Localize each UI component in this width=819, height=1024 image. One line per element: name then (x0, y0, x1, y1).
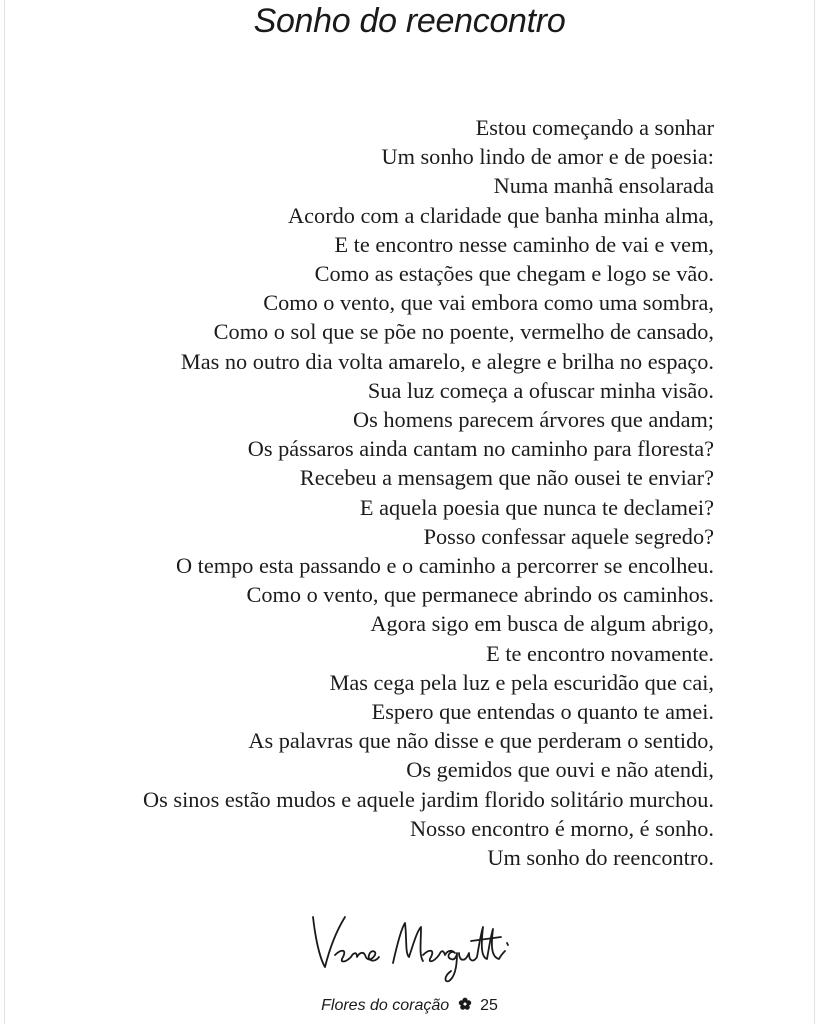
page-footer (5, 997, 814, 1015)
poem-line: Os sinos estão mudos e aquele jardim florido solitário murchou. (143, 786, 714, 812)
author-signature (305, 905, 535, 985)
poem-line: Recebeu a mensagem que não ousei te enviar? (299, 465, 714, 491)
poem-line: Os pássaros ainda cantam no caminho para floresta? (247, 436, 714, 462)
poem-line: Nosso encontro é morno, é sonho. (409, 815, 714, 841)
poem-line: Como o vento, que permanece abrindo os caminhos. (246, 582, 714, 608)
poem-line: Os homens parecem árvores que andam; (353, 407, 714, 433)
poem-line: Sua luz começa a ofuscar minha visão. (367, 377, 714, 403)
poem-line: E aquela poesia que nunca te declamei? (359, 494, 714, 520)
poem-line: As palavras que não disse e que perderam o sentido, (248, 728, 714, 754)
flower-icon (458, 997, 472, 1011)
poem-line: Os gemidos que ouvi e não atendi, (406, 757, 714, 783)
poem-line: Estou começando a sonhar (475, 115, 714, 140)
poem-line: Um sonho do reencontro. (487, 845, 714, 871)
poem-line: Numa manhã ensolarada (493, 173, 714, 199)
poem-line: Mas no outro dia volta amarelo, e alegre e brilha no espaço. (180, 348, 714, 374)
poem-line: Acordo com a claridade que banha minha alma, (288, 202, 714, 228)
poem-line: Como as estações que chegam e logo se vão. (314, 261, 714, 287)
poem-line: E te encontro nesse caminho de vai e vem, (334, 231, 714, 257)
book-title: Flores do coração (321, 997, 450, 1014)
poem-line: Mas cega pela luz e pela escuridão que cai, (329, 669, 714, 695)
page-number: 25 (480, 997, 498, 1014)
poem-line: E te encontro novamente. (486, 640, 714, 666)
poem-line: Posso confessar aquele segredo? (423, 523, 714, 549)
book-page (4, 0, 815, 1024)
poem-line: Como o vento, que vai embora como uma sombra, (263, 290, 714, 316)
poem-line: O tempo esta passando e o caminho a percorrer se encolheu. (175, 553, 714, 579)
poem-line: Um sonho lindo de amor e de poesia: (381, 144, 714, 170)
poem-line: Agora sigo em busca de algum abrigo, (370, 611, 714, 637)
poem-line: Espero que entendas o quanto te amei. (371, 699, 714, 725)
poem-title: Sonho do reencontro (253, 2, 566, 40)
poem-line: Como o sol que se põe no poente, vermelho de cansado, (213, 319, 714, 345)
poem-body (14, 113, 714, 872)
